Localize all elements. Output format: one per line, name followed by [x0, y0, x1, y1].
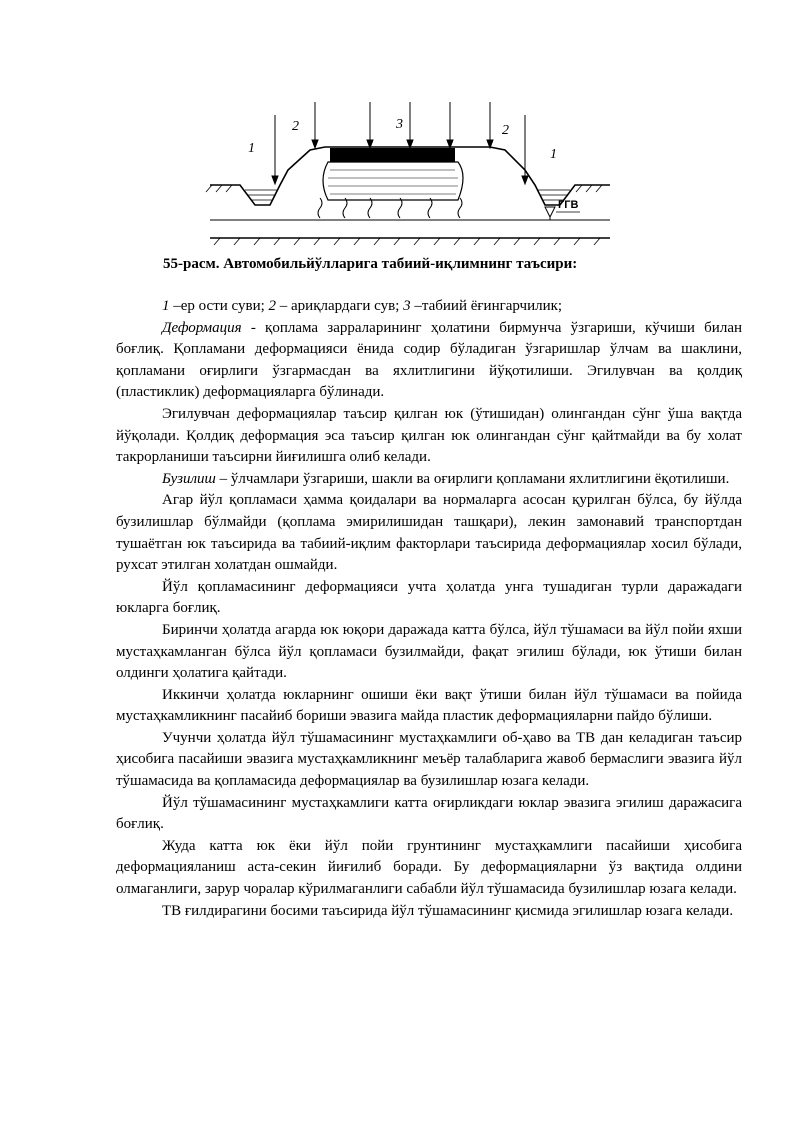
fig-label-3: 3 — [396, 117, 403, 132]
paragraph-2: Эгилувчан деформациялар таъсир қилган юк (ўтишидан) олингандан сўнг ўша вақтда йўқолади. Қолдиқ деформация эса таъсир қилган юк олингандан сўнг қайтмайди ва бу холат такрорланиши таъсирни йиғилишга олиб келади. — [116, 405, 742, 466]
legend-number-2: 2 — [268, 298, 277, 314]
legend-text-2: – ариқлардаги сув; — [276, 298, 404, 314]
paragraph-4: Агар йўл қопламаси ҳамма қоидалари ва нормаларга асосан қурилган бўлса, бу йўлда бузилишлар бўлмайди (қоплама эмирилишидан ташқари), лекин замонавий транспортдан тушаётган юк таъсирида ва табиий-иқлим факторлари таъсирида деформациялар хосил бўлади, рухсат этилган холатдан ошмайди. — [116, 492, 742, 574]
paragraph-6: Биринчи ҳолатда агарда юк юқори даражада катта бўлса, йўл тўшамаси ва йўл пойи яхши мустаҳкамланган бўлса йўл қопламаси бузилмайди, фақат эгилиш бўлади, юк ўтиши билан олдинги ҳолатига қайтади. — [116, 621, 742, 682]
precipitation-arrows — [272, 102, 528, 184]
road-climate-figure — [200, 100, 620, 250]
gwl-marker-icon — [545, 207, 555, 217]
paragraph-destruction — [116, 469, 742, 491]
legend-number-1: 1 — [162, 298, 170, 314]
text-deformation: - қоплама зарраларининг ҳолатини бирмунча ўзгариши, кўчиши билан боғлиқ. Қопламани деформацияси ёнида содир бўладиган ўзгаришлар ўлчам ва шаклини, қопламани оғирлиги ўзгармасдан ва яхлитлигини йўқотилиши. Эгилувчан ва қолдиқ (пластиклик) деформацияларга бўлинади. — [116, 319, 742, 401]
gwl-label: ГГВ — [558, 199, 579, 211]
figure-legend — [116, 296, 742, 318]
paragraph-9: Йўл тўшамасининг мустаҳкамлиги катта оғирликдаги юклар эвазига эгилиш даражасига боғлиқ. — [116, 794, 742, 833]
paragraph-7: Иккинчи ҳолатда юкларнинг ошиши ёки вақт ўтиши билан йўл тўшамаси ва пойида мустаҳкамликнинг пасайиб бориши эвазига майда пластик деформацияларни пайдо бўлиши. — [116, 686, 742, 725]
term-destruction: Бузилиш — [162, 470, 216, 487]
paragraph-11: ТВ ғилдирагини босими таъсирида йўл тўшамасининг қисмида эгилишлар юзага келади. — [162, 902, 734, 919]
pavement-layer — [330, 148, 455, 162]
capillary-rise-arrows — [318, 198, 462, 218]
legend-text-1: –ер ости суви; — [169, 298, 269, 314]
paragraph-5: Йўл қопламасининг деформацияси учта ҳолатда унга тушадиган турли даражадаги юкларга боғлиқ. — [116, 578, 742, 617]
term-deformation: Деформация — [162, 319, 242, 336]
body-text — [116, 296, 742, 922]
legend-text-3: –табиий ёғингарчилик; — [410, 298, 563, 314]
base-line-hatching — [214, 238, 600, 245]
legend-number-3: 3 — [403, 298, 411, 314]
fig-label-2-left: 2 — [292, 119, 299, 134]
road-base-zone — [323, 162, 463, 200]
paragraph-deformation — [116, 318, 742, 404]
fig-label-1-left: 1 — [248, 141, 255, 156]
road-cross-section-diagram — [200, 100, 620, 250]
paragraph-8: Учунчи ҳолатда йўл тўшамасининг мустаҳкамлиги об-ҳаво ва ТВ дан келадиган таъсир ҳисобига пасайиши эвазига мустаҳкамликнинг меъёр талабларига жавоб бермаслиги эвазига йўл тўшамасида ва қопламасида деформациялар ва бузилишлар юзага келади. — [116, 729, 742, 790]
fig-label-2-right: 2 — [502, 123, 509, 138]
text-destruction: – ўлчамлари ўзгариши, шакли ва оғирлиги қопламани яхлитлигини ёқотилиши. — [215, 470, 730, 487]
fig-label-1-right: 1 — [550, 147, 557, 162]
base-hatching — [328, 170, 458, 194]
figure-caption: 55-расм. Автомобильйўлларига табиий-иқлимнинг таъсири: — [163, 256, 578, 272]
paragraph-10: Жуда катта юк ёки йўл пойи грунтининг мустаҳкамлиги пасайиши ҳисобига деформацияланиш аста-секин йиғилиб боради. Бу деформацияларни ўз вақтида олдини олмаганлиги, зарур чоралар кўрилмаганлиги сабабли йўл тўшамасида бузилишлар юзага келади. — [116, 837, 742, 898]
